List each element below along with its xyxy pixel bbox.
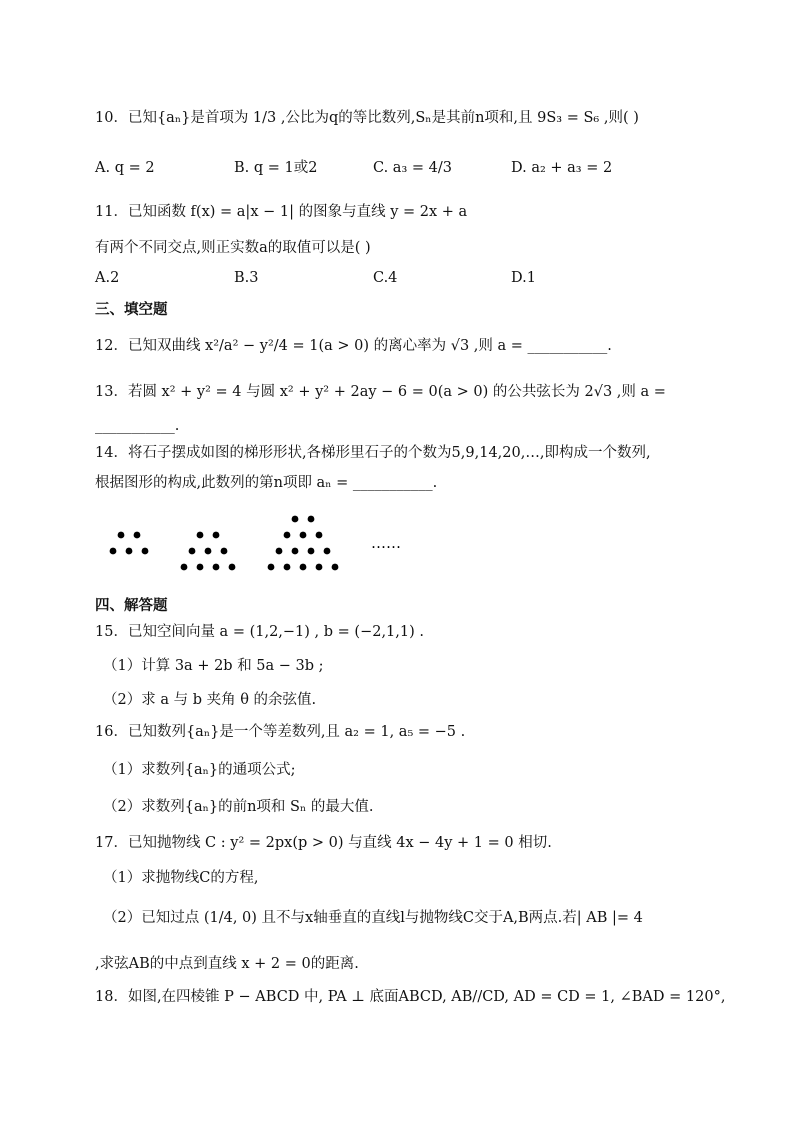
- stone-dot: [308, 548, 315, 555]
- stone-dot: [213, 564, 220, 571]
- stone-dot: [268, 564, 275, 571]
- q16-part-1: （1）求数列{aₙ}的通项公式;: [103, 762, 296, 778]
- stone-dot: [110, 548, 117, 555]
- stone-dot: [316, 564, 323, 571]
- q17-part-1: （1）求抛物线C的方程,: [103, 870, 259, 886]
- stone-dot: [316, 532, 323, 539]
- stone-dot: [300, 564, 307, 571]
- q14-stem: 14．将石子摆成如图的梯形形状,各梯形里石子的个数为5,9,14,20,…,即构成一个数列,: [95, 445, 651, 461]
- q16-part-2: （2）求数列{aₙ}的前n项和 Sₙ 的最大值.: [103, 799, 374, 815]
- stone-dot: [324, 548, 331, 555]
- stone-dot: [276, 548, 283, 555]
- stone-dot: [126, 548, 133, 555]
- stone-dot: [292, 548, 299, 555]
- q11-stem: 11．已知函数 f(x) = a|x − 1| 的图象与直线 y = 2x + a: [95, 204, 468, 220]
- q10-option-a: A. q = 2: [95, 160, 155, 176]
- q17-part-2-continued: ,求弦AB的中点到直线 x + 2 = 0的距离.: [95, 956, 359, 972]
- stone-dot: [197, 532, 204, 539]
- stone-dot: [292, 516, 299, 523]
- stone-dot: [213, 532, 220, 539]
- q11-stem-2: 有两个不同交点,则正实数a的取值可以是( ): [95, 240, 371, 256]
- stone-dot: [308, 516, 315, 523]
- stone-dot: [229, 564, 236, 571]
- stone-dot: [284, 564, 291, 571]
- q12-stem: 12．已知双曲线 x²/a² − y²/4 = 1(a > 0) 的离心率为 √3 ,则 a = ___________.: [95, 338, 612, 354]
- section-heading-fill-in: 三、填空题: [95, 302, 168, 318]
- q10-option-c: C. a₃ = 4/3: [373, 160, 452, 176]
- q11-option-d: D.1: [511, 270, 536, 286]
- stone-dot: [300, 532, 307, 539]
- section-heading-solutions: 四、解答题: [95, 598, 168, 614]
- stone-dot: [189, 548, 196, 555]
- q13-blank: ___________.: [95, 418, 180, 434]
- q10-option-b: B. q = 1或2: [234, 160, 318, 176]
- q10-option-d: D. a₂ + a₃ = 2: [511, 160, 613, 176]
- q14-stem-2: 根据图形的构成,此数列的第n项即 aₙ = ___________.: [95, 475, 438, 491]
- q18-stem: 18．如图,在四棱锥 P − ABCD 中, PA ⊥ 底面ABCD, AB//CD, AD = CD = 1, ∠BAD = 120°,: [95, 989, 726, 1005]
- q17-part-2: （2）已知过点 (1/4, 0) 且不与x轴垂直的直线l与抛物线C交于A,B两点.若| AB |= 4: [103, 910, 643, 926]
- q11-option-a: A.2: [95, 270, 120, 286]
- stone-dot: [332, 564, 339, 571]
- q10-stem: 10．已知{aₙ}是首项为 1/3 ,公比为q的等比数列,Sₙ是其前n项和,且 9S₃ = S₆ ,则( ): [95, 110, 639, 126]
- q15-part-1: （1）计算 3a + 2b 和 5a − 3b ;: [103, 658, 324, 674]
- stone-dot: [221, 548, 228, 555]
- stone-dot: [181, 564, 188, 571]
- stone-dot: [142, 548, 149, 555]
- q11-option-c: C.4: [373, 270, 398, 286]
- q15-part-2: （2）求 a 与 b 夹角 θ 的余弦值.: [103, 692, 317, 708]
- stone-dot: [205, 548, 212, 555]
- stone-dot: [284, 532, 291, 539]
- q13-stem: 13．若圆 x² + y² = 4 与圆 x² + y² + 2ay − 6 = 0(a > 0) 的公共弦长为 2√3 ,则 a =: [95, 384, 666, 400]
- stone-dot: [197, 564, 204, 571]
- stone-dot: [134, 532, 141, 539]
- stone-dot: [118, 532, 125, 539]
- q16-stem: 16．已知数列{aₙ}是一个等差数列,且 a₂ = 1, a₅ = −5 .: [95, 724, 466, 740]
- q15-stem: 15．已知空间向量 a = (1,2,−1) , b = (−2,1,1) .: [95, 624, 424, 640]
- q11-option-b: B.3: [234, 270, 259, 286]
- q17-stem: 17．已知抛物线 C : y² = 2px(p > 0) 与直线 4x − 4y + 1 = 0 相切.: [95, 835, 552, 851]
- figure-ellipsis: ……: [371, 534, 401, 552]
